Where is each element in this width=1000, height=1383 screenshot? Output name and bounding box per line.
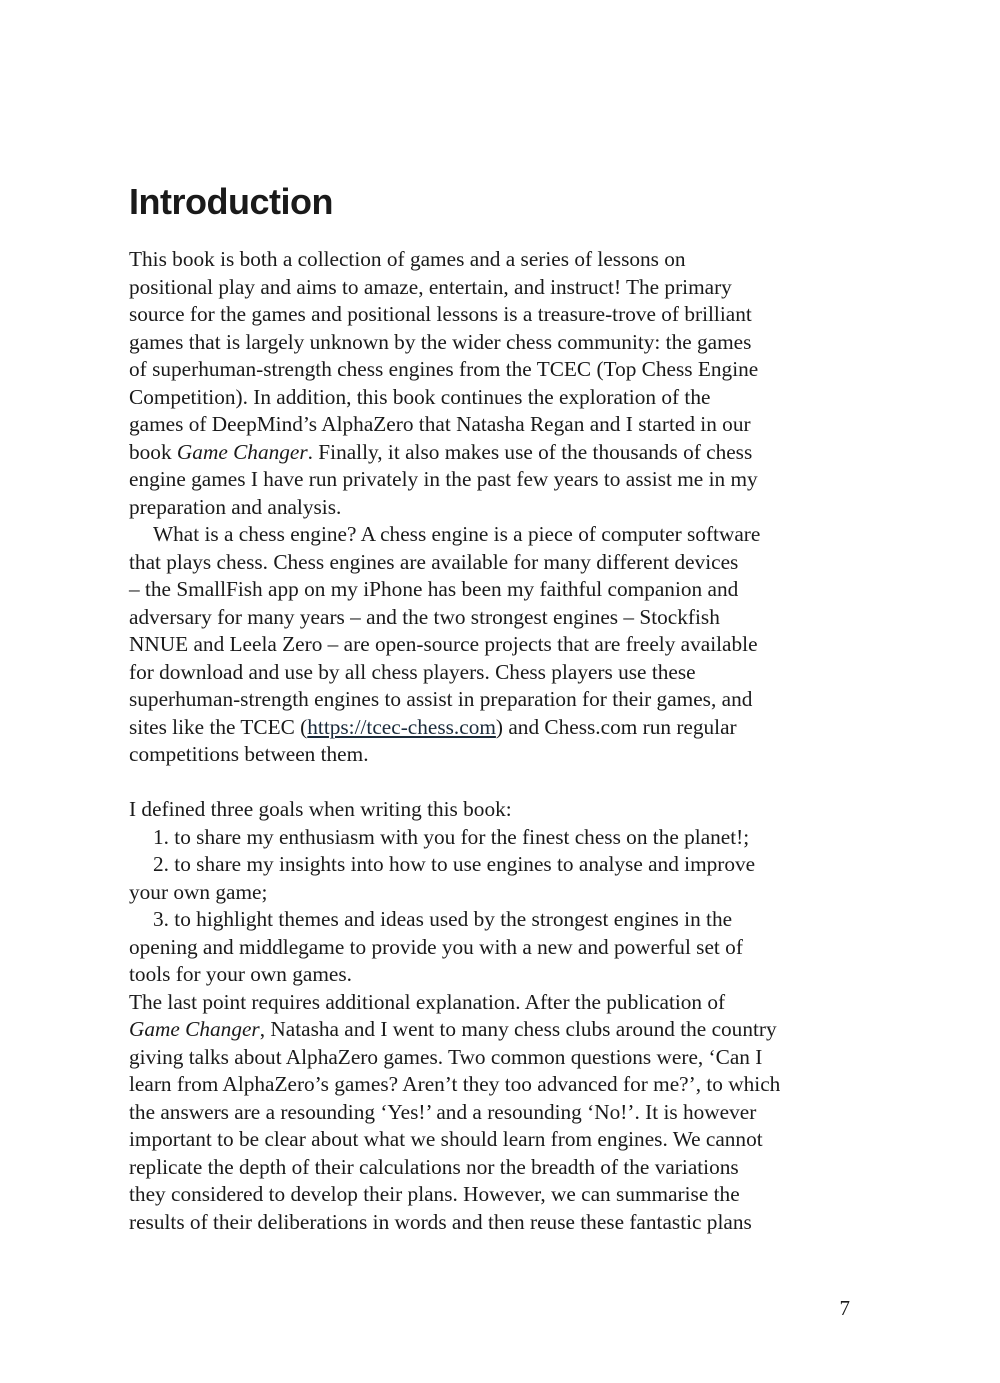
page-number: 7 — [839, 1296, 850, 1320]
text-line: I defined three goals when writing this book: — [129, 797, 512, 821]
text-line: important to be clear about what we should learn from engines. We cannot — [129, 1127, 763, 1151]
text-line: replicate the depth of their calculations nor the breadth of the variations — [129, 1154, 739, 1179]
text-line: NNUE and Leela Zero – are open-source projects that are freely available — [129, 632, 758, 656]
book-title-game-changer: Game Changer — [176, 439, 308, 464]
text-line: 2. to share my insights into how to use engines to analyse and improve — [153, 852, 756, 876]
book-page — [129, 0, 869, 1383]
tcec-link[interactable]: https://tcec-chess.com — [307, 714, 496, 739]
book-title-game-changer: Game Changer — [129, 1017, 260, 1041]
goal-item-3 — [129, 906, 869, 989]
paragraph-spacer — [129, 769, 869, 797]
text-line: superhuman-strength engines to assist in preparation for their games, and — [129, 687, 753, 711]
text-line: games of DeepMind’s AlphaZero that Natasha Regan and I started in our — [129, 412, 751, 436]
text-line: games that is largely unknown by the wider chess community: the games — [129, 329, 752, 354]
text-line: engine games I have run privately in the past few years to assist me in my — [129, 467, 758, 491]
text-line: your own game; — [129, 879, 268, 904]
paragraph-2 — [129, 521, 869, 769]
text-line: Competition). In addition, this book continues the exploration of the — [129, 384, 711, 409]
text-fragment: . Finally, it also makes use of the thousands of chess — [307, 439, 753, 464]
text-line — [129, 714, 869, 742]
paragraph-1 — [129, 246, 869, 521]
text-line: of superhuman-strength chess engines from the TCEC (Top Chess Engine — [129, 357, 759, 381]
text-line: What is a chess engine? A chess engine is a piece of computer software — [153, 522, 761, 546]
text-line: The last point requires additional explanation. After the publication of — [129, 989, 726, 1014]
chapter-title: Introduction — [129, 181, 333, 222]
text-fragment: , Natasha and I went to many chess clubs around the country — [259, 1017, 777, 1041]
text-line: tools for your own games. — [129, 962, 352, 986]
text-line: competitions between them. — [129, 742, 369, 766]
paragraph-3 — [129, 796, 869, 824]
text-line: adversary for many years – and the two strongest engines – Stockfish — [129, 604, 720, 629]
text-fragment: sites like the TCEC ( — [129, 714, 308, 739]
goals-list — [129, 824, 869, 989]
text-line: they considered to develop their plans. However, we can summarise the — [129, 1182, 740, 1206]
text-line — [129, 439, 869, 467]
text-fragment: ) and Chess.com run regular — [495, 714, 737, 739]
goal-item-2 — [129, 851, 869, 906]
text-line: that plays chess. Chess engines are available for many different devices — [129, 549, 739, 574]
text-line: opening and middlegame to provide you with a new and powerful set of — [129, 934, 743, 959]
text-line — [129, 1016, 869, 1044]
text-line: giving talks about AlphaZero games. Two common questions were, ‘Can I — [129, 1044, 763, 1069]
text-line: source for the games and positional lessons is a treasure-trove of brilliant — [129, 302, 752, 326]
text-line: This book is both a collection of games and a series of lessons on — [129, 247, 686, 271]
text-line: 1. to share my enthusiasm with you for the finest chess on the planet!; — [153, 824, 750, 849]
text-fragment: book — [129, 439, 177, 464]
text-line: positional play and aims to amaze, entertain, and instruct! The primary — [129, 274, 732, 299]
text-line: – the SmallFish app on my iPhone has been my faithful companion and — [129, 577, 739, 601]
text-line: 3. to highlight themes and ideas used by the strongest engines in the — [153, 907, 733, 931]
paragraph-4 — [129, 989, 869, 1237]
text-line: for download and use by all chess players. Chess players use these — [129, 659, 696, 684]
text-line: preparation and analysis. — [129, 494, 342, 519]
text-line: learn from AlphaZero’s games? Aren’t they too advanced for me?’, to which — [129, 1072, 781, 1096]
text-line: results of their deliberations in words and then reuse these fantastic plans — [129, 1209, 752, 1234]
goal-item-1 — [129, 824, 869, 852]
body-text — [129, 246, 869, 1236]
text-line: the answers are a resounding ‘Yes!’ and a resounding ‘No!’. It is however — [129, 1099, 757, 1124]
